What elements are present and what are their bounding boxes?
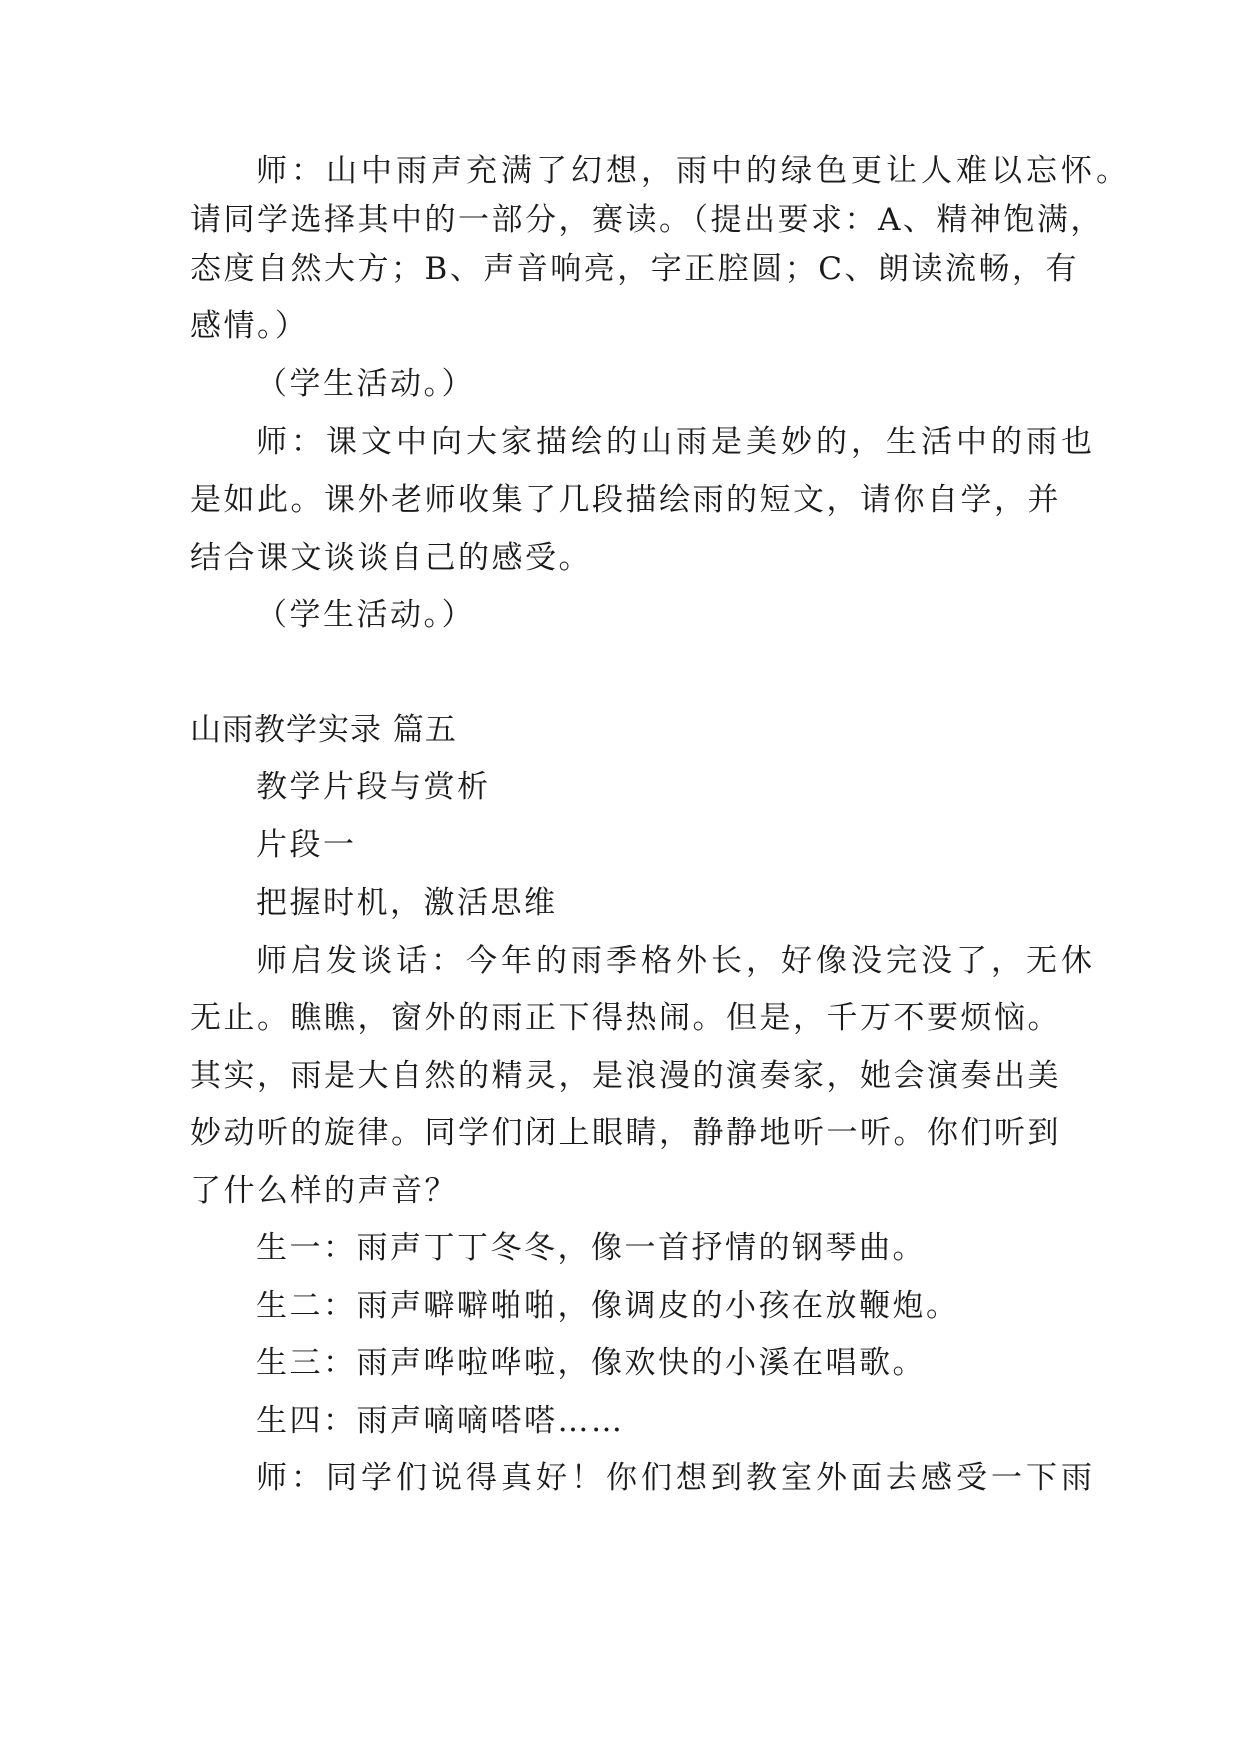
paragraph-line: 感情。） [190, 308, 309, 344]
paragraph-line: 生二：雨声噼噼啪啪，像调皮的小孩在放鞭炮。 [256, 1288, 960, 1324]
paragraph-line: 师：山中雨声充满了幻想，雨中的绿色更让人难以忘怀。 [256, 153, 1131, 189]
paragraph-line: 结合课文谈谈自己的感受。 [190, 540, 592, 576]
paragraph-line: 师启发谈话：今年的雨季格外长，好像没完没了，无休 [256, 943, 1096, 979]
subheading: 教学片段与赏析 [256, 769, 491, 805]
paragraph-line: 其实，雨是大自然的精灵，是浪漫的演奏家，她会演奏出美 [190, 1058, 1061, 1094]
paragraph-line: 无止。瞧瞧，窗外的雨正下得热闹。但是，千万不要烦恼。 [190, 1000, 1061, 1036]
paragraph-line: 师：同学们说得真好！你们想到教室外面去感受一下雨 [256, 1460, 1096, 1496]
paragraph-line: 态度自然大方；B、声音响亮，字正腔圆；C、朗读流畅，有 [190, 251, 1079, 287]
paragraph-line: 生四：雨声嘀嘀嗒嗒…… [256, 1403, 625, 1439]
paragraph-line: （学生活动。） [256, 366, 475, 402]
section-title: 山雨教学实录 篇五 [190, 712, 457, 748]
paragraph-line: 请同学选择其中的一部分，赛读。（提出要求：A、精神饱满， [190, 202, 1104, 238]
paragraph-line: 妙动听的旋律。同学们闭上眼睛，静静地听一听。你们听到 [190, 1115, 1061, 1151]
paragraph-line: 师：课文中向大家描绘的山雨是美妙的，生活中的雨也 [256, 424, 1096, 460]
subheading: 片段一 [256, 827, 357, 863]
paragraph-line: 生一：雨声丁丁冬冬，像一首抒情的钢琴曲。 [256, 1230, 926, 1266]
subheading: 把握时机，激活思维 [256, 885, 558, 921]
paragraph-line: （学生活动。） [256, 597, 475, 633]
paragraph-line: 是如此。课外老师收集了几段描绘雨的短文，请你自学，并 [190, 482, 1061, 518]
paragraph-line: 生三：雨声哗啦哗啦，像欢快的小溪在唱歌。 [256, 1345, 926, 1381]
paragraph-line: 了什么样的声音？ [190, 1173, 458, 1209]
